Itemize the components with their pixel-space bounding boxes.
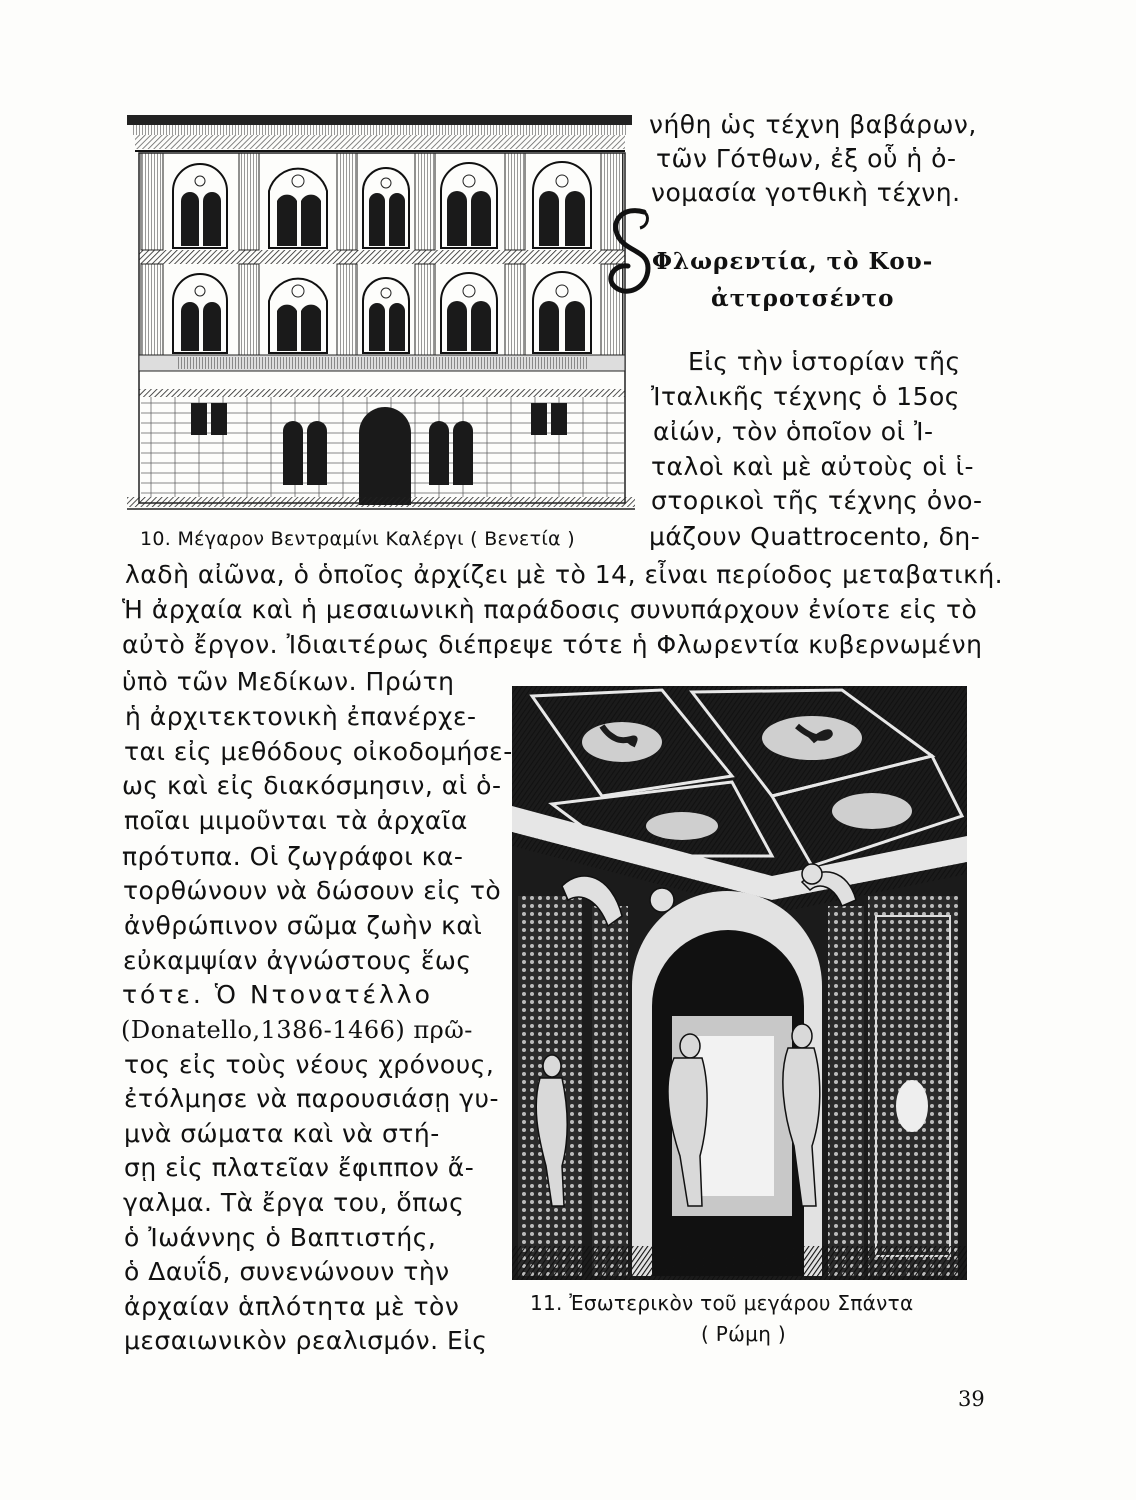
left-line-19: ἀρχαίαν ἁπλότητα μὲ τὸν [124, 1292, 460, 1321]
palazzo-vendramin-illustration [127, 113, 635, 513]
left-line-5: ποῖαι μιμοῦνται τὰ ἀρχαῖα [124, 806, 468, 835]
right-line-2: Ἰταλικῆς τέχνης ὁ 15ος [651, 382, 960, 411]
right-line-4: ταλοὶ καὶ μὲ αὐτοὺς οἱ ἱ- [651, 452, 975, 481]
left-line-17: ὁ Ἰωάννης ὁ Βαπτιστής, [124, 1223, 437, 1252]
full-line-3: αὐτὸ ἔργον. Ἰδιαιτέρως διέπρεψε τότε ἡ Φλωρεντία κυβερνωμένη [122, 630, 983, 659]
left-line-11: (Donatello,1386-1466) πρῶ- [121, 1016, 473, 1044]
full-line-2: Ἡ ἀρχαία καὶ ἡ μεσαιωνικὴ παράδοσις συνυπάρχουν ἐνίοτε εἰς τὸ [122, 595, 978, 624]
left-line-18: ὁ Δαυΐδ, συνενώνουν τὴν [124, 1257, 450, 1286]
right-line-1: Εἰς τὴν ἱστορίαν τῆς [688, 347, 961, 376]
left-line-15: σῃ εἰς πλατεῖαν ἔφιππον ἄ- [124, 1153, 475, 1182]
left-line-20: μεσαιωνικὸν ρεαλισμόν. Εἰς [124, 1326, 488, 1355]
left-line-6: πρότυπα. Οἱ ζωγράφοι κα- [122, 842, 464, 871]
left-line-7: τορθώνουν νὰ δώσουν εἰς τὸ [123, 876, 502, 905]
left-line-9: εὐκαμψίαν ἀγνώστους ἕως [123, 946, 472, 975]
figure-11-caption-line-1: 11. Ἐσωτερικὸν τοῦ μεγάρου Σπάντα [530, 1291, 914, 1315]
page-number: 39 [958, 1387, 985, 1411]
left-line-1: ὑπὸ τῶν Μεδίκων. Πρώτη [122, 667, 455, 696]
left-line-8: ἀνθρώπινον σῶμα ζωὴν καὶ [124, 911, 483, 940]
right-line-6: μάζουν Quattrocento, δη- [649, 522, 981, 551]
top-line-3: νομασία γοτθικὴ τέχνη. [651, 178, 961, 207]
right-line-5: στορικοὶ τῆς τέχνης ὀνο- [651, 486, 983, 515]
left-line-14: μνὰ σώματα καὶ νὰ στή- [124, 1119, 440, 1148]
section-heading-line-1: Φλωρεντία, τὸ Κου- [652, 248, 934, 275]
top-line-1: νήθη ὡς τέχνη βαβάρων, [649, 110, 977, 139]
figure-10-caption: 10. Μέγαρον Βεντραμίνι Καλέργι ( Βενετία ) [140, 528, 575, 550]
left-line-4: ως καὶ εἰς διακόσμησιν, αἱ ὁ- [122, 771, 502, 800]
figure-11-caption-line-2: ( Ρώμη ) [701, 1322, 786, 1346]
left-line-3: ται εἰς μεθόδους οἰκοδομήσε- [124, 737, 513, 766]
palazzo-spada-interior-illustration [512, 686, 967, 1280]
left-line-13: ἐτόλμησε νὰ παρουσιάσῃ γυ- [124, 1084, 499, 1113]
section-heading-line-2: ἀττροτσέντο [711, 285, 895, 312]
full-line-1: λαδὴ αἰῶνα, ὁ ὁποῖος ἀρχίζει μὲ τὸ 14, εἶναι περίοδος μεταβατική. [125, 560, 1004, 589]
top-line-2: τῶν Γότθων, ἐξ οὗ ἡ ὀ- [656, 144, 957, 173]
left-line-10: τότε. Ὁ Ντονατέλλο [122, 980, 433, 1009]
section-ornament-icon [604, 206, 658, 302]
left-line-2: ἡ ἀρχιτεκτονικὴ ἐπανέρχε- [125, 702, 477, 731]
left-line-12: τος εἰς τοὺς νέους χρόνους, [124, 1050, 495, 1079]
right-line-3: αἰών, τὸν ὁποῖον οἱ Ἰ- [653, 417, 934, 446]
left-line-16: γαλμα. Τὰ ἔργα του, ὅπως [123, 1188, 465, 1217]
